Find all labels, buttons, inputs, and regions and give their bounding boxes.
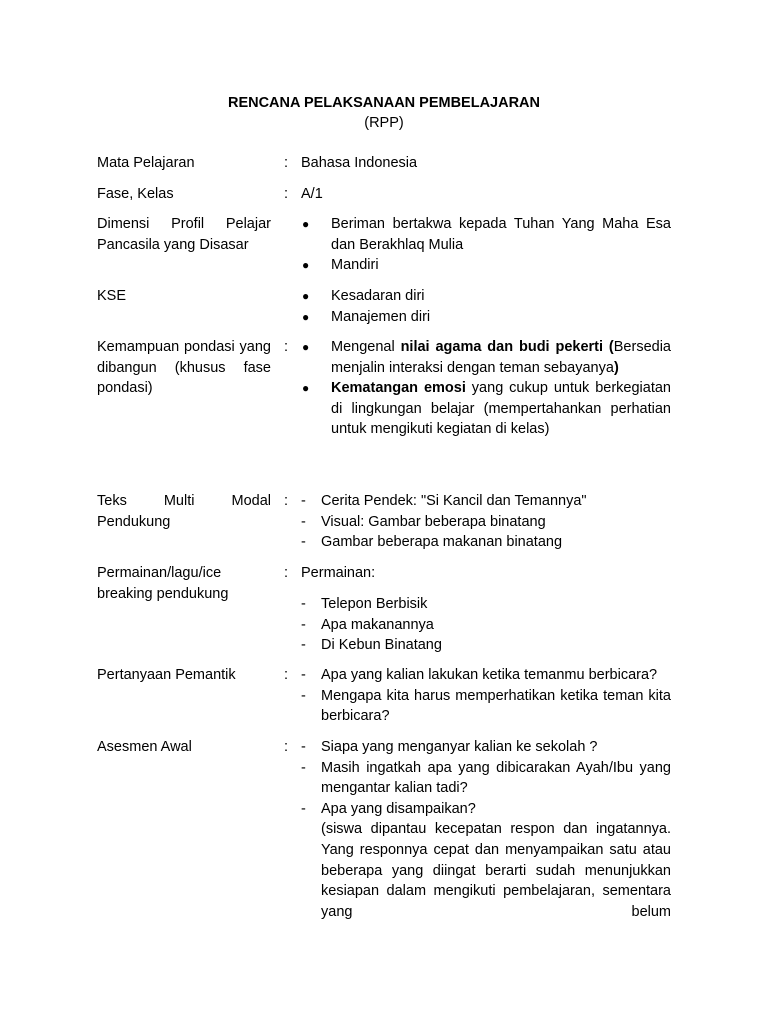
list-item: - Telepon Berbisik xyxy=(321,594,671,615)
list-item: - Apa makanannya xyxy=(321,615,671,636)
row-value: A/1 xyxy=(301,186,323,202)
list-item: ● Manajemen diri xyxy=(302,307,671,328)
list-item: - Mengapa kita harus memperhatikan ketika teman kita berbicara? xyxy=(301,687,671,725)
list-item: - Apa yang kalian lakukan ketika temanmu berbicara? xyxy=(321,665,671,686)
colon: : xyxy=(284,155,289,171)
bullet-icon: ● xyxy=(302,381,310,396)
row-bullet-list xyxy=(302,286,671,327)
dash-marker: - xyxy=(301,739,306,755)
dash-marker: - xyxy=(301,493,306,509)
colon: : xyxy=(284,186,289,202)
list-item: ● Mandiri xyxy=(302,255,671,276)
document-subtitle: (RPP) xyxy=(364,115,404,131)
list-item: ● Mengenal nilai agama dan budi pekerti (Bersedia menjalin interaksi dengan teman sebayanya) xyxy=(302,339,671,376)
row-bullet-list xyxy=(302,214,671,276)
row-label: Mata Pelajaran xyxy=(97,155,195,171)
bullet-icon: ● xyxy=(302,258,310,273)
row-dash-list xyxy=(301,491,671,553)
row-label: Teks Multi Modal Pendukung xyxy=(97,493,271,530)
dash-marker: - xyxy=(301,637,306,654)
dash-marker: - xyxy=(301,800,306,817)
list-item: - Masih ingatkah apa yang dibicarakan Ayah/Ibu yang mengantar kalian tadi? xyxy=(301,759,671,797)
colon: : xyxy=(284,667,289,683)
row-dash-list xyxy=(301,737,671,922)
list-item: ● Beriman bertakwa kepada Tuhan Yang Maha Esa dan Berakhlaq Mulia xyxy=(302,216,671,253)
list-item: ● Kematangan emosi yang cukup untuk berkegiatan di lingkungan belajar (mempertahankan perhatian untuk mengikuti kegiatan di kelas) xyxy=(302,380,671,438)
dash-marker: - xyxy=(301,534,306,551)
dash-marker: - xyxy=(301,759,306,776)
row-label: Pertanyaan Pemantik xyxy=(97,667,236,683)
list-item: - Cerita Pendek: "Si Kancil dan Temannya" xyxy=(321,491,671,512)
row-heading: Permainan: xyxy=(301,565,376,581)
dash-marker: - xyxy=(301,596,306,612)
dash-marker: - xyxy=(301,667,306,683)
assessment-note: (siswa dipantau kecepatan respon dan ingatannya. Yang responnya cepat dan menyampaikan satu atau beberapa yang diingat berarti sudah menunjukkan kesiapan dalam mengikuti pembelajaran, sementara yang belum xyxy=(321,821,671,920)
colon: : xyxy=(284,565,289,581)
colon: : xyxy=(284,493,289,509)
colon: : xyxy=(284,739,289,755)
row-label: Kemampuan pondasi yang dibangun (khusus fase pondasi) xyxy=(97,339,271,397)
list-item: - Di Kebun Binatang xyxy=(321,635,671,656)
row-label: KSE xyxy=(97,288,127,304)
row-label: Dimensi Profil Pelajar Pancasila yang Disasar xyxy=(97,216,271,253)
list-item: - Siapa yang menganyar kalian ke sekolah ? xyxy=(321,737,671,758)
dash-marker: - xyxy=(301,616,306,633)
list-item: ● Kesadaran diri xyxy=(302,286,671,307)
row-bullet-list xyxy=(302,337,671,440)
bullet-icon: ● xyxy=(302,289,310,303)
row-label: Permainan/lagu/ice breaking pendukung xyxy=(97,565,229,602)
bullet-icon: ● xyxy=(302,340,310,354)
row-label: Fase, Kelas xyxy=(97,186,174,202)
row-value: Bahasa Indonesia xyxy=(301,155,418,171)
list-item: - Visual: Gambar beberapa binatang xyxy=(321,512,671,533)
colon: : xyxy=(284,339,289,355)
row-dash-list xyxy=(301,594,671,656)
dash-marker: - xyxy=(301,687,306,704)
row-label: Asesmen Awal xyxy=(97,739,192,755)
bullet-icon: ● xyxy=(302,217,310,231)
list-item: - Gambar beberapa makanan binatang xyxy=(321,532,671,553)
bullet-icon: ● xyxy=(302,309,310,324)
document-title: RENCANA PELAKSANAAN PEMBELAJARAN xyxy=(227,95,541,111)
row-dash-list xyxy=(301,665,671,727)
list-item: - Apa yang disampaikan? xyxy=(321,799,671,820)
dash-marker: - xyxy=(301,513,306,530)
